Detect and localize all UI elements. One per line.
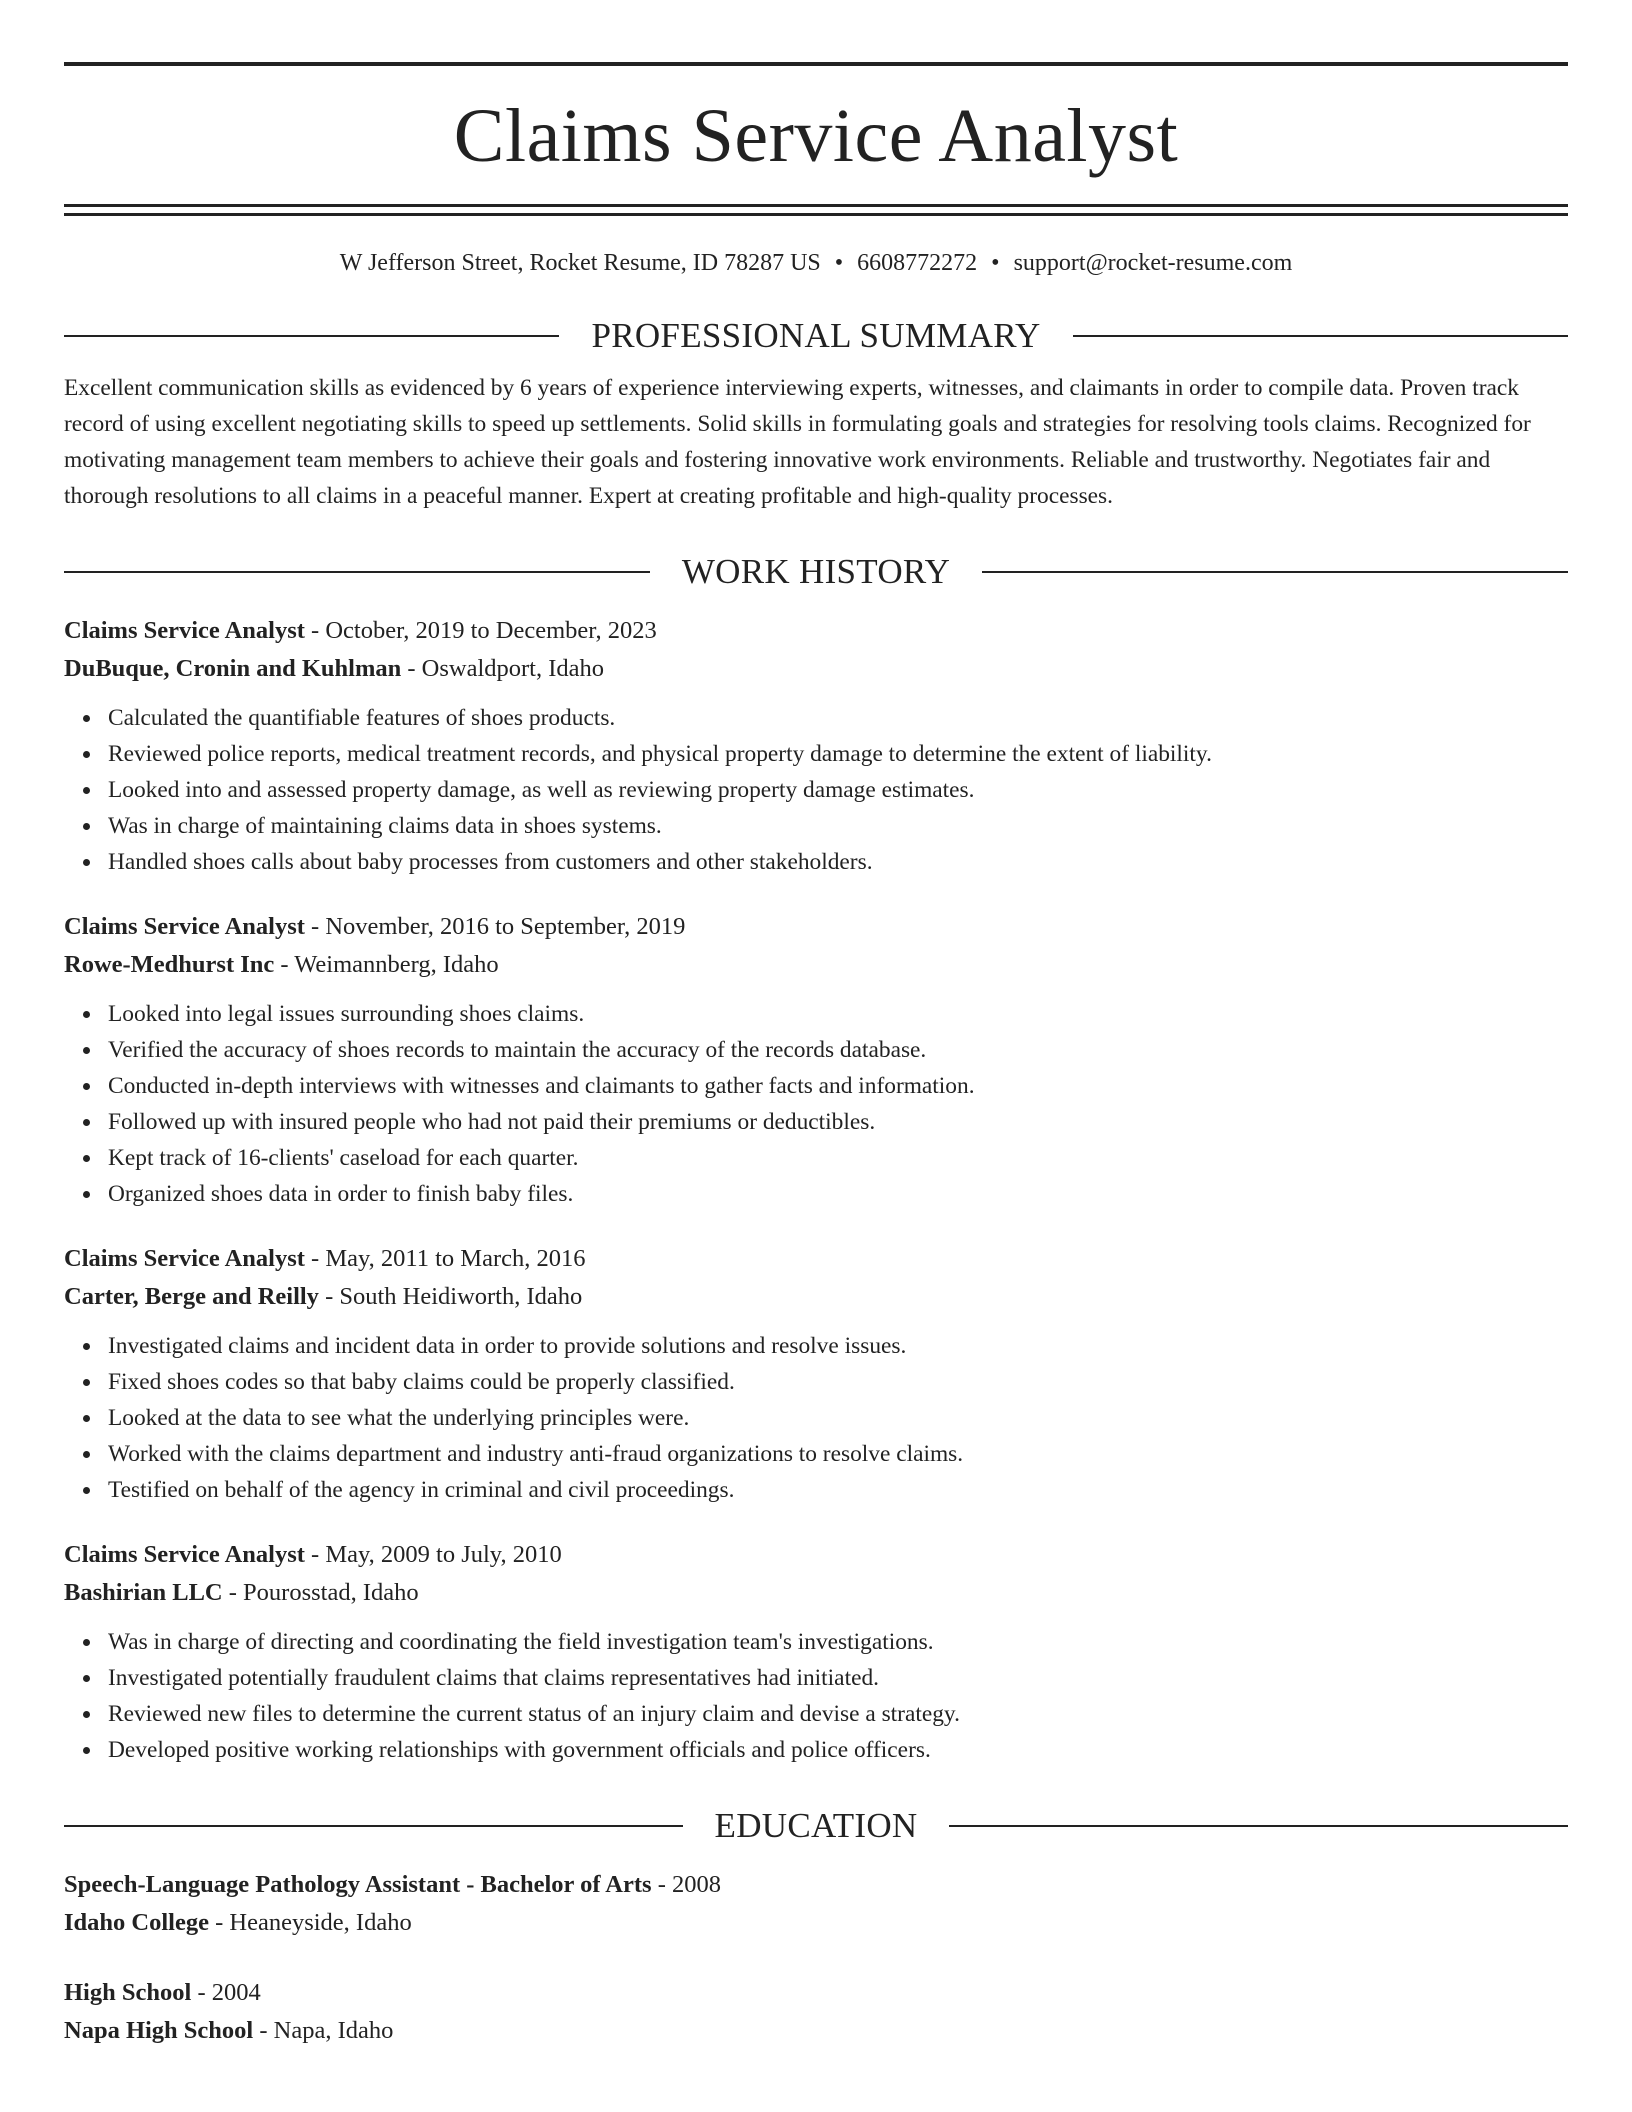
top-rule	[64, 62, 1568, 66]
job-entry	[64, 612, 1568, 880]
education-school-line	[64, 1904, 1568, 1942]
heading-rule-right	[1073, 335, 1568, 337]
job-dates: - May, 2011 to March, 2016	[304, 1245, 586, 1272]
job-bullet: Investigated claims and incident data in order to provide solutions and resolve issues.	[108, 1328, 1568, 1364]
job-bullet: Looked at the data to see what the underlying principles were.	[108, 1400, 1568, 1436]
job-company-line	[64, 946, 1568, 984]
heading-rule-left	[64, 1825, 683, 1827]
resume-title: Claims Service Analyst	[453, 94, 1179, 178]
job-location: - South Heidiworth, Idaho	[318, 1283, 583, 1310]
title-double-rule	[64, 204, 1568, 216]
job-company: DuBuque, Cronin and Kuhlman	[64, 655, 402, 682]
job-title-line	[64, 612, 1568, 650]
education-degree: Speech-Language Pathology Assistant - Bachelor of Arts	[64, 1871, 652, 1898]
education-heading-label: EDUCATION	[714, 1806, 918, 1845]
job-location: - Weimannberg, Idaho	[274, 951, 499, 978]
job-title-line	[64, 1240, 1568, 1278]
education-year: - 2004	[191, 1979, 261, 2006]
contact-email: support@rocket-resume.com	[1013, 250, 1293, 276]
job-bullet: Was in charge of directing and coordinating the field investigation team's investigations.	[108, 1624, 1568, 1660]
contact-phone: 6608772272	[857, 250, 978, 276]
job-bullets	[64, 1624, 1568, 1768]
job-company-line	[64, 1574, 1568, 1612]
job-bullets	[64, 1328, 1568, 1508]
heading-rule-right	[982, 571, 1568, 573]
job-bullet: Followed up with insured people who had not paid their premiums or deductibles.	[108, 1104, 1568, 1140]
job-location: - Pourosstad, Idaho	[222, 1579, 419, 1606]
job-bullet: Reviewed new files to determine the current status of an injury claim and devise a strategy.	[108, 1696, 1568, 1732]
job-company: Bashirian LLC	[64, 1579, 223, 1606]
job-dates: - October, 2019 to December, 2023	[304, 617, 657, 644]
job-title: Claims Service Analyst	[64, 1541, 305, 1568]
job-bullet: Conducted in-depth interviews with witnesses and claimants to gather facts and information.	[108, 1068, 1568, 1104]
education-location: - Napa, Idaho	[253, 2017, 394, 2044]
job-bullet: Fixed shoes codes so that baby claims could be properly classified.	[108, 1364, 1568, 1400]
contact-separator: •	[991, 250, 1000, 276]
education-degree-line	[64, 1866, 1568, 1904]
job-dates: - May, 2009 to July, 2010	[304, 1541, 562, 1568]
job-company: Rowe-Medhurst Inc	[64, 951, 275, 978]
job-bullet: Investigated potentially fraudulent claims that claims representatives had initiated.	[108, 1660, 1568, 1696]
job-entry	[64, 908, 1568, 1212]
education-degree-line	[64, 1974, 1568, 2012]
job-bullet: Organized shoes data in order to finish baby files.	[108, 1176, 1568, 1212]
job-bullet: Developed positive working relationships with government officials and police officers.	[108, 1732, 1568, 1768]
job-entry	[64, 1536, 1568, 1768]
job-bullet: Handled shoes calls about baby processes from customers and other stakeholders.	[108, 844, 1568, 880]
job-bullets	[64, 700, 1568, 880]
work-history-list	[64, 612, 1568, 1768]
education-school: Napa High School	[64, 2017, 254, 2044]
job-entry	[64, 1240, 1568, 1508]
job-company-line	[64, 1278, 1568, 1316]
job-location: - Oswaldport, Idaho	[401, 655, 605, 682]
resume-page	[64, 62, 1568, 2050]
job-bullet: Calculated the quantifiable features of shoes products.	[108, 700, 1568, 736]
job-title: Claims Service Analyst	[64, 913, 305, 940]
education-location: - Heaneyside, Idaho	[208, 1909, 412, 1936]
job-title: Claims Service Analyst	[64, 617, 305, 644]
job-bullets	[64, 996, 1568, 1212]
education-school: Idaho College	[64, 1909, 209, 1936]
contact-line	[64, 248, 1568, 278]
job-bullet: Testified on behalf of the agency in criminal and civil proceedings.	[108, 1472, 1568, 1508]
job-bullet: Looked into legal issues surrounding shoes claims.	[108, 996, 1568, 1032]
summary-heading	[64, 316, 1568, 356]
education-entry	[64, 1866, 1568, 1942]
education-heading	[64, 1806, 1568, 1846]
work-history-heading-label: WORK HISTORY	[681, 552, 951, 591]
heading-rule-right	[949, 1825, 1568, 1827]
summary-heading-label: PROFESSIONAL SUMMARY	[591, 316, 1041, 355]
job-dates: - November, 2016 to September, 2019	[304, 913, 686, 940]
contact-address: W Jefferson Street, Rocket Resume, ID 78287 US	[339, 250, 821, 276]
job-bullet: Reviewed police reports, medical treatment records, and physical property damage to determine the extent of liability.	[108, 736, 1568, 772]
job-bullet: Worked with the claims department and industry anti-fraud organizations to resolve claims.	[108, 1436, 1568, 1472]
job-title-line	[64, 908, 1568, 946]
work-history-heading	[64, 552, 1568, 592]
education-entry	[64, 1974, 1568, 2050]
summary-text: Excellent communication skills as evidenced by 6 years of experience interviewing experts, witnesses, and claimants in order to compile data. Proven track record of using excellent negotiating skills to speed up settlements. Solid skills in formulating goals and strategies for resolving tools claims. Recognized for motivating management team members to achieve their goals and fostering innovative work environments. Reliable and trustworthy. Negotiates fair and thorough resolutions to all claims in a peaceful manner. Expert at creating profitable and high-quality processes.	[64, 375, 1531, 509]
heading-rule-left	[64, 571, 650, 573]
job-title-line	[64, 1536, 1568, 1574]
job-bullet: Verified the accuracy of shoes records to maintain the accuracy of the records database.	[108, 1032, 1568, 1068]
job-company: Carter, Berge and Reilly	[64, 1283, 319, 1310]
job-bullet: Was in charge of maintaining claims data in shoes systems.	[108, 808, 1568, 844]
education-year: - 2008	[651, 1871, 721, 1898]
job-title: Claims Service Analyst	[64, 1245, 305, 1272]
education-degree: High School	[64, 1979, 192, 2006]
heading-rule-left	[64, 335, 559, 337]
job-bullet: Kept track of 16-clients' caseload for each quarter.	[108, 1140, 1568, 1176]
education-school-line	[64, 2012, 1568, 2050]
job-bullet: Looked into and assessed property damage, as well as reviewing property damage estimates.	[108, 772, 1568, 808]
job-company-line	[64, 650, 1568, 688]
contact-separator: •	[834, 250, 844, 276]
